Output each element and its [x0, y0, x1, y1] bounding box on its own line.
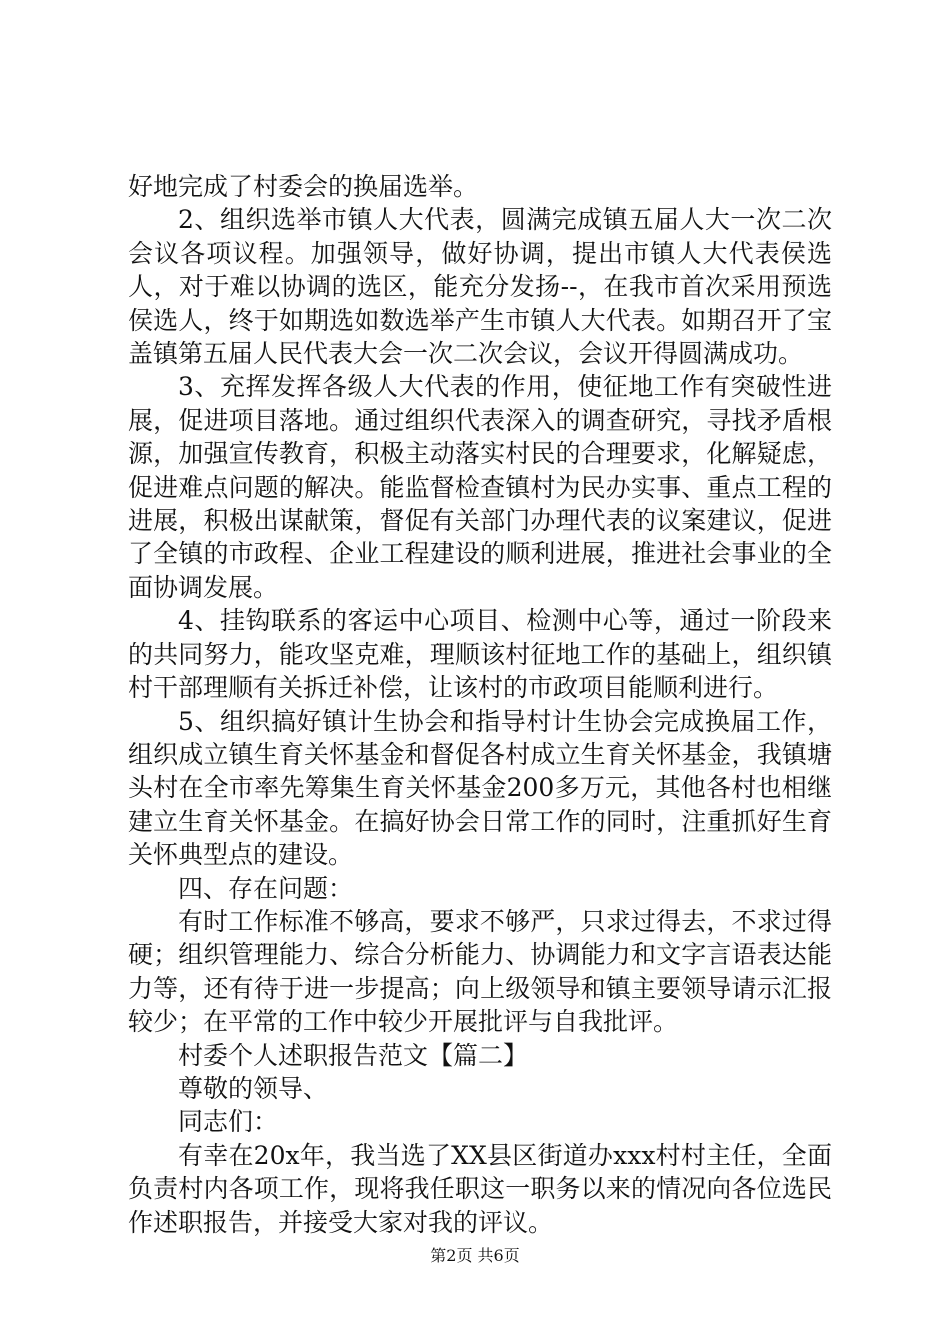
article-title-part-two: 村委个人述职报告范文【篇二】 — [178, 1040, 529, 1070]
paragraph-item-2: 2、组织选举市镇人大代表，圆满完成镇五届人大一次二次会议各项议程。加强领导，做好协调，提出市镇人大代表侯选人，对于难以协调的选区，能充分发扬--，在我市首次采用预选侯选人，终于如期选如数选举产生市镇人大代表。如期召开了宝盖镇第五届人民代表大会一次二次会议，会议开得圆满成功。 — [128, 205, 832, 369]
paragraph-intro: 有幸在20x年，我当选了XX县区街道办xxx村村主任，全面负责村内各项工作，现将我任职这一职务以来的情况向各位选民作述职报告，并接受大家对我的评议。 — [128, 1140, 832, 1237]
document-body — [128, 170, 832, 1239]
salutation-leaders: 尊敬的领导、 — [178, 1073, 329, 1103]
salutation-comrades: 同志们： — [178, 1107, 279, 1137]
paragraph-problems: 有时工作标准不够高，要求不够严，只求过得去，不求过得硬；组织管理能力、综合分析能力、协调能力和文字言语表达能力等，还有待于进一步提高；向上级领导和镇主要领导请示汇报较少；在平常的工作中较少开展批评与自我批评。 — [128, 906, 832, 1037]
paragraph-item-4: 4、挂钩联系的客运中心项目、检测中心等，通过一阶段来的共同努力，能攻坚克难，理顺该村征地工作的基础上，组织镇村干部理顺有关拆迁补偿，让该村的市政项目能顺利进行。 — [128, 606, 832, 703]
paragraph-continuation: 好地完成了村委会的换届选举。 — [128, 172, 479, 201]
paragraph-item-3: 3、充挥发挥各级人大代表的作用，使征地工作有突破性进展，促进项目落地。通过组织代表深入的调查研究，寻找矛盾根源，加强宣传教育，积极主动落实村民的合理要求，化解疑虑，促进难点问题的解决。能监督检查镇村为民办实事、重点工程的进展，积极出谋献策，督促有关部门办理代表的议案建议，促进了全镇的市政程、企业工程建设的顺利进展，推进社会事业的全面协调发展。 — [128, 372, 832, 602]
page-number-footer: 第2页 共6页 — [430, 1246, 520, 1265]
section-heading-problems: 四、存在问题： — [178, 873, 354, 903]
paragraph-item-5: 5、组织搞好镇计生协会和指导村计生协会完成换届工作，组织成立镇生育关怀基金和督促各村成立生育关怀基金，我镇塘头村在全市率先筹集生育关怀基金200多万元，其他各村也相继建立生育关怀基金。在搞好协会日常工作的同时，注重抓好生育关怀典型点的建设。 — [128, 706, 832, 870]
